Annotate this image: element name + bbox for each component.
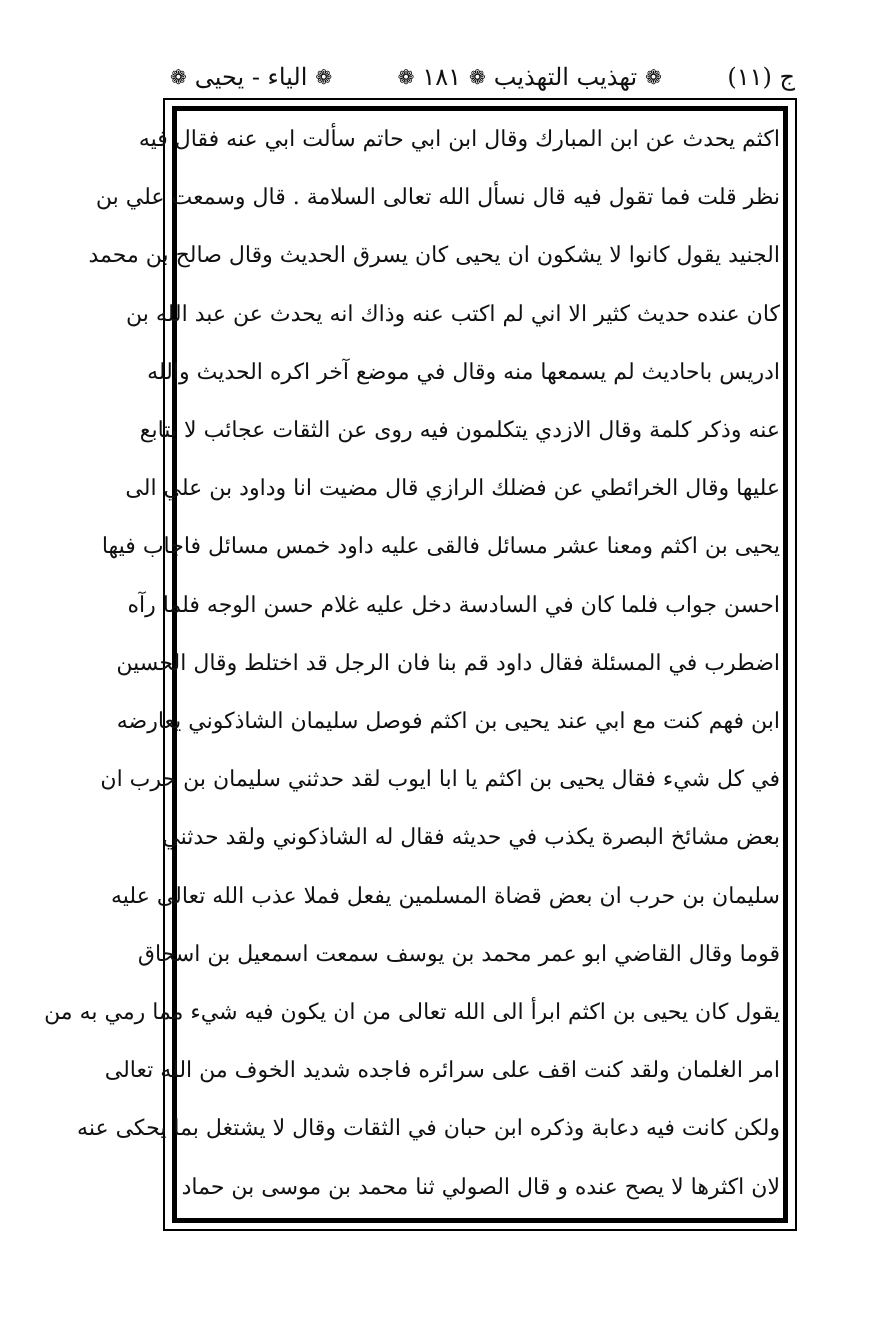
page-header [170, 58, 795, 96]
text-line: قوما وقال القاضي ابو عمر محمد بن يوسف سمعت اسمعيل بن اسحاق [137, 941, 780, 967]
text-line: احسن جواب فلما كان في السادسة دخل عليه غلام حسن الوجه فلما رآه [127, 592, 780, 618]
page-number: ١٨١ [422, 63, 462, 91]
volume-number: ج (١١) [727, 63, 795, 91]
text-line: نظر قلت فما تقول فيه قال نسأل الله تعالى السلامة . قال وسمعت علي بن [95, 185, 780, 211]
text-line: في كل شيء فقال يحيى بن اكثم يا ابا ايوب لقد حدثني سليمان بن حرب ان [100, 767, 780, 793]
text-line: ادريس باحاديث لم يسمعها منه وقال في موضع آخر اكره الحديث والله [147, 359, 780, 385]
text-line: عنه وذكر كلمة وقال الازدي يتكلمون فيه روى عن الثقات عجائب لا يتابع [139, 418, 780, 443]
text-line: عليها وقال الخرائطي عن فضلك الرازي قال مضيت انا وداود بن علي الى [125, 476, 780, 502]
text-line: اضطرب في المسئلة فقال داود قم بنا فان الرجل قد اختلط وقال الحسين [116, 650, 780, 676]
book-title: تهذيب التهذيب [493, 63, 638, 91]
flower-ornament-icon: ❁ [469, 65, 486, 89]
main-text-block [44, 110, 780, 1220]
chapter-title: الياء - يحيى [194, 63, 308, 91]
text-line: الجنيد يقول كانوا لا يشكون ان يحيى كان يسرق الحديث وقال صالح بن محمد [88, 243, 780, 269]
flower-ornament-icon: ❁ [397, 65, 415, 89]
text-line: ولكن كانت فيه دعابة وذكره ابن حبان في الثقات وقال لا يشتغل بما يحكى عنه [77, 1116, 780, 1142]
flower-ornament-icon: ❁ [315, 65, 333, 89]
flower-ornament-icon: ❁ [645, 65, 662, 89]
text-line: امر الغلمان ولقد كنت اقف على سرائره فاجده شديد الخوف من الله تعالى [104, 1058, 780, 1084]
text-line: يقول كان يحيى بن اكثم ابرأ الى الله تعالى من ان يكون فيه شيء مما رمي به من [44, 1000, 780, 1025]
chapter-heading [170, 63, 332, 91]
text-line: سليمان بن حرب ان بعض قضاة المسلمين يفعل فملا عذب الله تعالى عليه [111, 883, 780, 909]
text-line: لان اكثرها لا يصح عنده و قال الصولي ثنا محمد بن موسى بن حماد [181, 1174, 780, 1200]
text-line: ابن فهم كنت مع ابي عند يحيى بن اكثم فوصل سليمان الشاذكوني يعارضه [116, 709, 780, 734]
flower-ornament-icon: ❁ [170, 65, 187, 89]
text-line: كان عنده حديث كثير الا اني لم اكتب عنه وذاك انه يحدث عن عبد الله بن [125, 301, 780, 327]
text-line: بعض مشائخ البصرة يكذب في حديثه فقال له الشاذكوني ولقد حدثني [162, 825, 780, 851]
text-line: يحيى بن اكثم ومعنا عشر مسائل فالقى عليه داود خمس مسائل فاجاب فيها [101, 534, 780, 560]
text-line: اكثم يحدث عن ابن المبارك وقال ابن ابي حاتم سألت ابي عنه فقال فيه [138, 127, 780, 152]
running-title [398, 63, 662, 91]
